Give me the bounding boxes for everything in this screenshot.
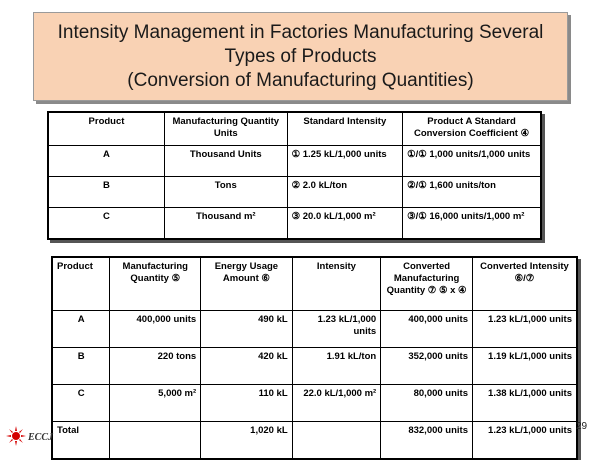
column-header: Intensity (292, 257, 381, 311)
column-header: Product A Standard Conversion Coefficient ④ (403, 112, 541, 146)
table-cell: 220 tons (110, 348, 201, 385)
page-number: 29 (576, 421, 588, 432)
table-header-row (52, 257, 577, 311)
title-line-1: Intensity Management in Factories Manufacturing Several (57, 21, 544, 43)
table-cell: C (48, 208, 164, 240)
table-cell: 400,000 units (110, 311, 201, 348)
table-cell: A (52, 311, 110, 348)
table-cell: ② 2.0 kL/ton (287, 177, 402, 208)
table-cell: 352,000 units (381, 348, 473, 385)
table-cell: 110 kL (201, 385, 292, 422)
table-cell: 832,000 units (381, 422, 473, 460)
table-cell: 1.19 kL/1,000 units (473, 348, 578, 385)
column-header: Converted Manufacturing Quantity ⑦ ⑤ x ④ (381, 257, 473, 311)
table-cell: ①/① 1,000 units/1,000 units (403, 146, 541, 177)
column-header: Product (52, 257, 110, 311)
column-header: Manufacturing Quantity ⑤ (110, 257, 201, 311)
table-row (52, 385, 577, 422)
table-cell: A (48, 146, 164, 177)
table-cell: Thousand Units (164, 146, 287, 177)
table-cell: Total (52, 422, 110, 460)
table-row (48, 177, 541, 208)
table-cell (110, 422, 201, 460)
table-cell: 1.23 kL/1,000 units (473, 422, 578, 460)
table-cell: Thousand m² (164, 208, 287, 240)
column-header: Converted Intensity ⑥/⑦ (473, 257, 578, 311)
column-header: Product (48, 112, 164, 146)
eccj-logo-icon (6, 426, 26, 446)
eccj-logo-text: ECCJ (28, 432, 54, 443)
table-cell: ③ 20.0 kL/1,000 m² (287, 208, 402, 240)
table-cell: 5,000 m² (110, 385, 201, 422)
title-line-3: (Conversion of Manufacturing Quantities) (127, 69, 474, 91)
table-cell (292, 422, 381, 460)
table-header-row (48, 112, 541, 146)
table-cell: 420 kL (201, 348, 292, 385)
converted-intensity-table (51, 256, 578, 460)
table-cell: B (52, 348, 110, 385)
table-row (48, 208, 541, 240)
table-cell: 1,020 kL (201, 422, 292, 460)
table-row (52, 348, 577, 385)
table-cell: 400,000 units (381, 311, 473, 348)
slide-title-box (33, 12, 568, 101)
table-cell: 1.23 kL/1,000 units (292, 311, 381, 348)
table-cell: Tons (164, 177, 287, 208)
table-cell: B (48, 177, 164, 208)
table-row-total (52, 422, 577, 460)
column-header: Energy Usage Amount ⑥ (201, 257, 292, 311)
table-cell: 1.38 kL/1,000 units (473, 385, 578, 422)
table-cell: ②/① 1,600 units/ton (403, 177, 541, 208)
column-header: Standard Intensity (287, 112, 402, 146)
table-cell: 490 kL (201, 311, 292, 348)
conversion-coefficient-table (47, 111, 542, 240)
title-line-2: Types of Products (224, 45, 377, 67)
table-row (48, 146, 541, 177)
table-cell: ① 1.25 kL/1,000 units (287, 146, 402, 177)
table-cell: 80,000 units (381, 385, 473, 422)
table-cell: 22.0 kL/1,000 m² (292, 385, 381, 422)
table-cell: 1.23 kL/1,000 units (473, 311, 578, 348)
table-cell: ③/① 16,000 units/1,000 m² (403, 208, 541, 240)
table-row (52, 311, 577, 348)
table-cell: 1.91 kL/ton (292, 348, 381, 385)
table-cell: C (52, 385, 110, 422)
column-header: Manufacturing Quantity Units (164, 112, 287, 146)
